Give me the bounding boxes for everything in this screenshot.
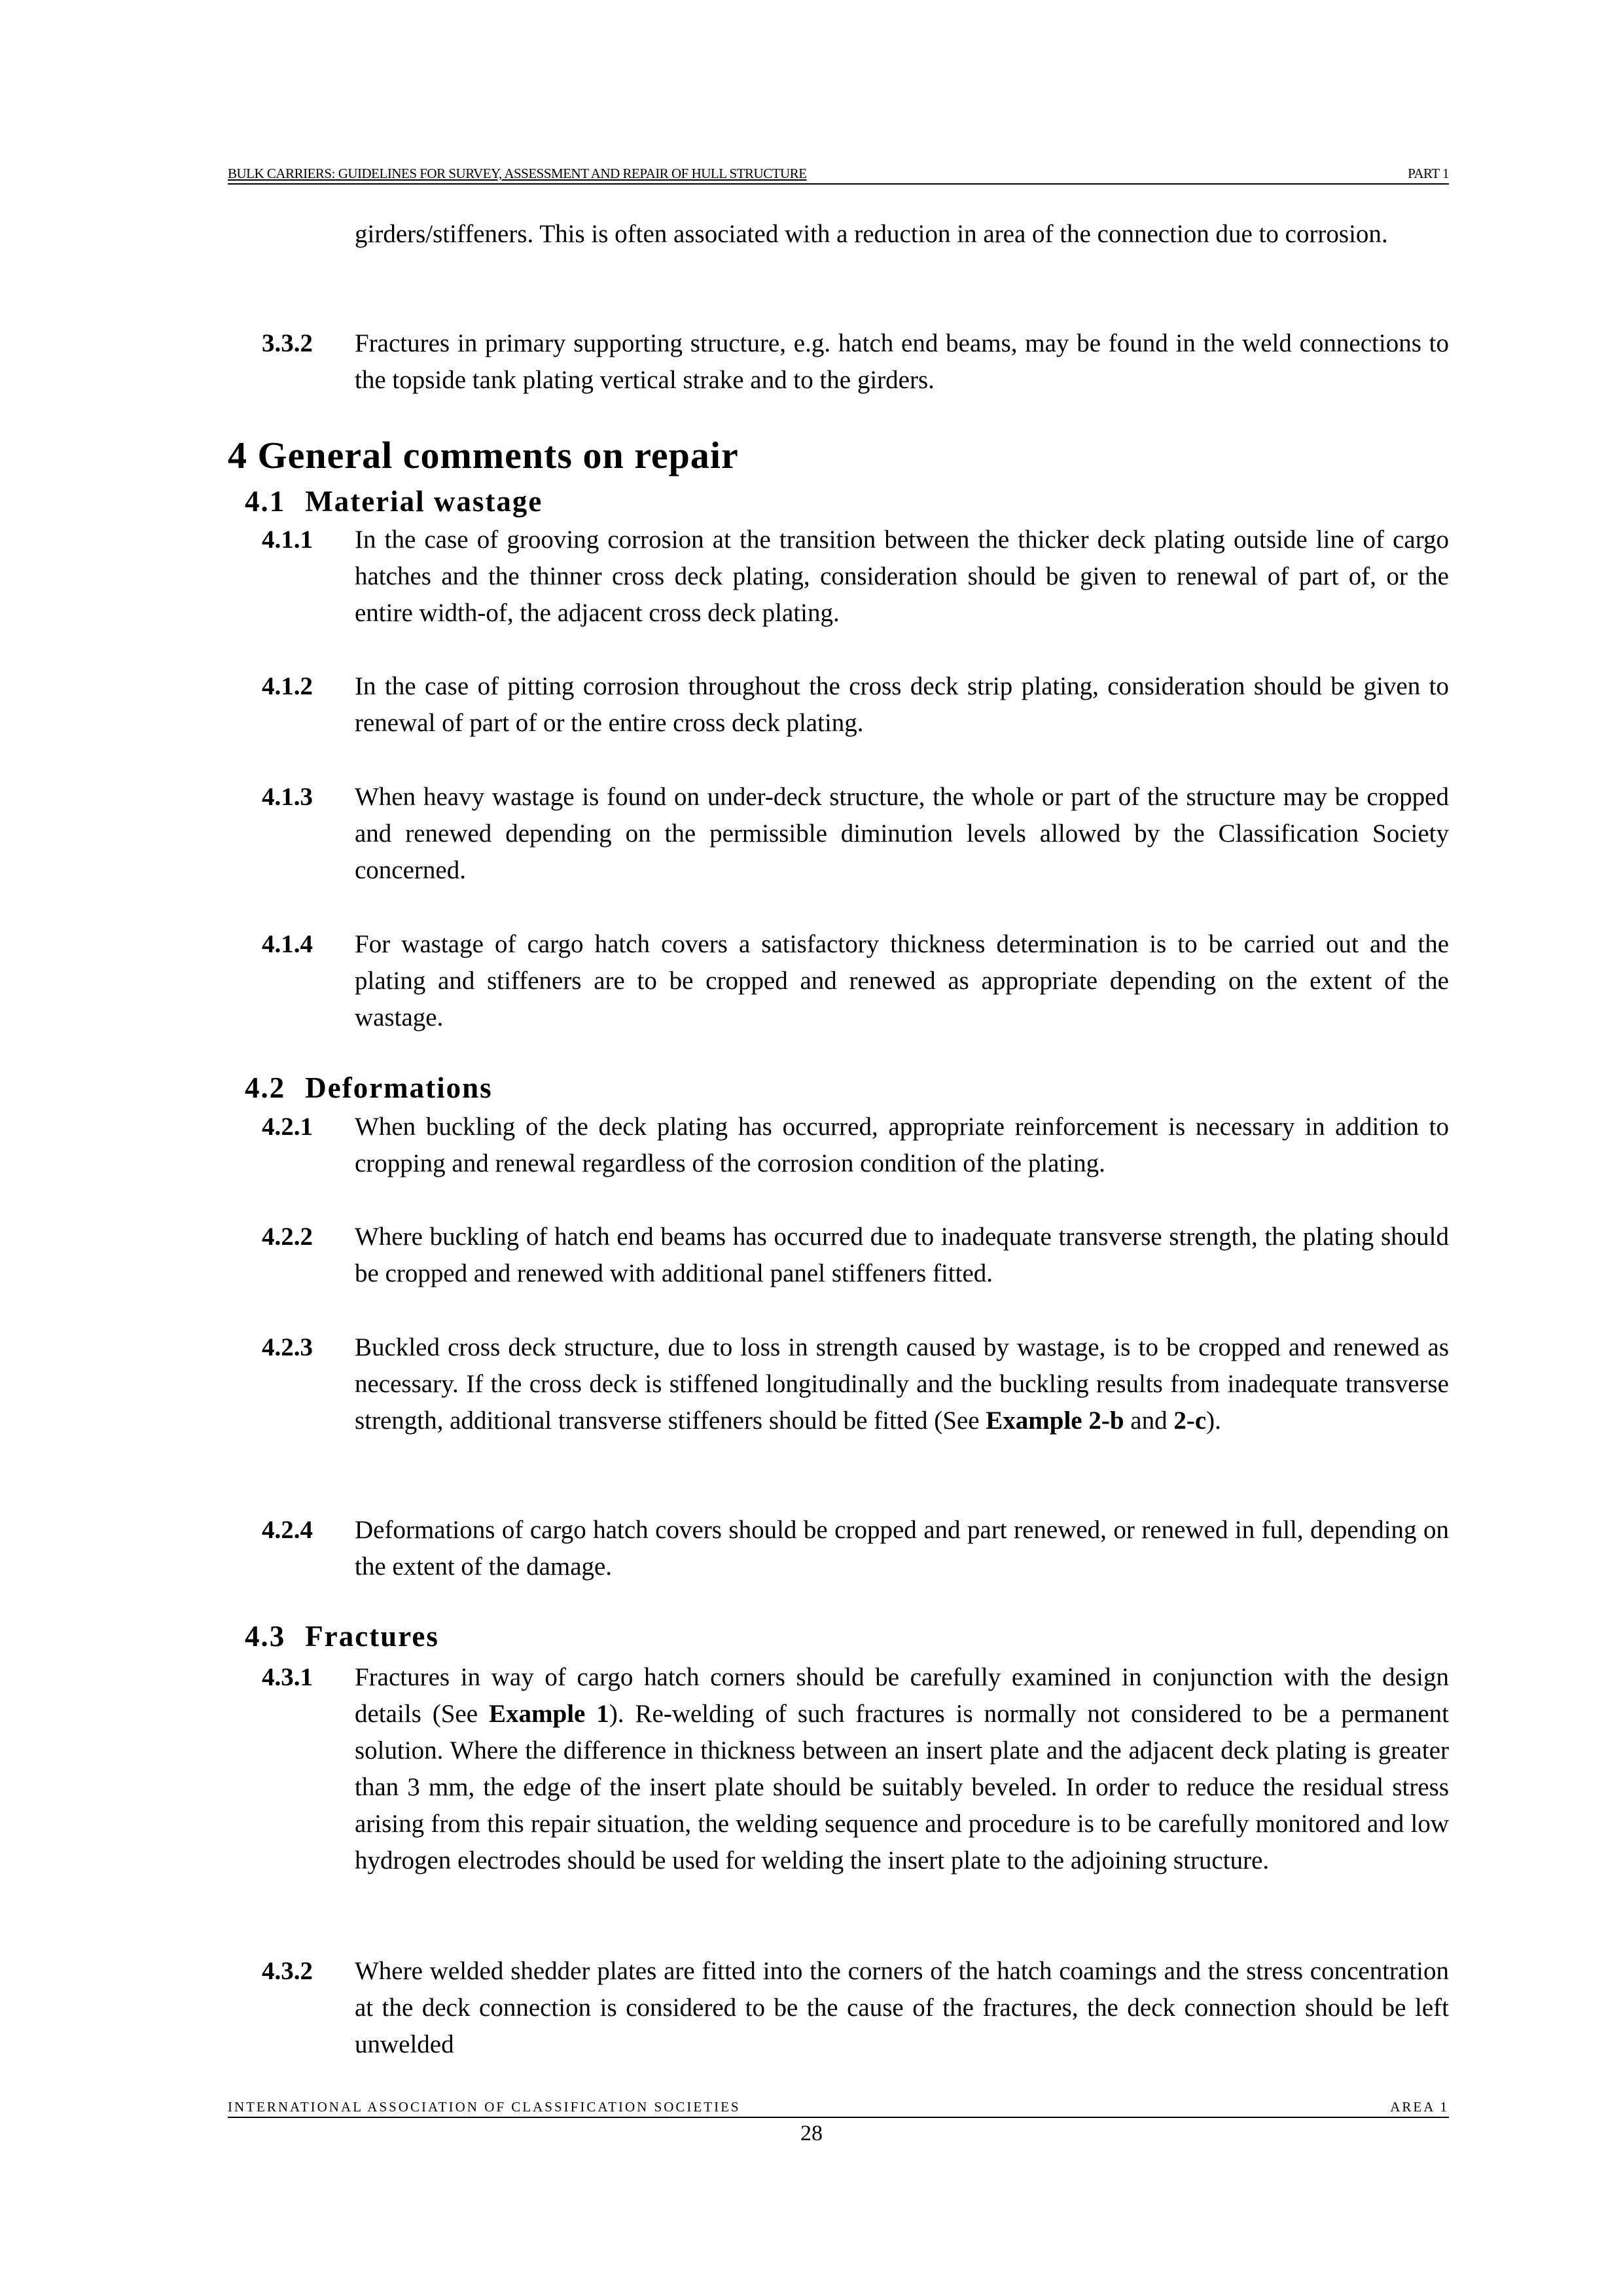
example-reference: Example 1	[489, 1700, 609, 1728]
subsection-heading-4-3	[245, 1619, 439, 1653]
paragraph-text: When heavy wastage is found on under-deck structure, the whole or part of the structure may be cropped and renewed depending on the permissible diminution levels allowed by the Classification Society concerned.	[355, 783, 1449, 884]
text-run: and	[1124, 1407, 1174, 1435]
subsection-number: 4.2	[245, 1071, 286, 1104]
paragraph-4-2-1	[262, 1109, 1449, 1182]
paragraph-number: 4.1.4	[262, 930, 313, 958]
paragraph-number: 4.2.2	[262, 1223, 313, 1251]
text-run: ). Re-welding of such fractures is normally not considered to be a permanent solution. Where the difference in thickness between an insert plate and the adjacent deck plating is greater than 3 mm, the edge of the insert plate should be suitably beveled. In order to reduce the residual stress arising from this repair situation, the welding sequence and procedure is to be carefully monitored and low hydrogen electrodes should be used for welding the insert plate to the adjoining structure.	[355, 1700, 1449, 1874]
paragraph-text	[355, 1659, 1449, 1879]
paragraph-4-2-3	[262, 1329, 1449, 1439]
example-reference: Example 2-b	[986, 1407, 1124, 1435]
paragraph-number: 3.3.2	[262, 329, 313, 357]
area-label: AREA 1	[1390, 2099, 1449, 2115]
paragraph-4-1-2	[262, 668, 1449, 742]
paragraph-text: Fractures in primary supporting structure, e.g. hatch end beams, may be found in the weld connections to the topside tank plating vertical strake and to the girders.	[355, 329, 1449, 394]
subsection-title: Fractures	[305, 1620, 439, 1653]
text-run: Buckled cross deck structure, due to loss in strength caused by wastage, is to be cropped and renewed as necessary. If the cross deck is stiffened longitudinally and the buckling results from inadequate transverse strength, additional transverse stiffeners should be fitted (See	[355, 1333, 1449, 1435]
example-reference: 2-c	[1173, 1407, 1207, 1435]
paragraph-text: Where welded shedder plates are fitted into the corners of the hatch coamings and the stress concentration at the deck connection is considered to be the cause of the fractures, the deck connection should be left unwelded	[355, 1957, 1449, 2058]
paragraph-number: 4.1.1	[262, 526, 313, 554]
page-number: 28	[800, 2121, 823, 2145]
subsection-title: Deformations	[305, 1071, 493, 1104]
subsection-title: Material wastage	[305, 485, 543, 518]
paragraph-4-1-3	[262, 779, 1449, 889]
subsection-number: 4.3	[245, 1620, 286, 1653]
running-header	[228, 164, 1449, 185]
section-number: 4	[228, 434, 247, 476]
paragraph-text: Where buckling of hatch end beams has occurred due to inadequate transverse strength, the plating should be cropped and renewed with additional panel stiffeners fitted.	[355, 1223, 1449, 1287]
subsection-heading-4-2	[245, 1071, 493, 1105]
paragraph-4-3-2	[262, 1953, 1449, 2063]
paragraph-text: When buckling of the deck plating has occurred, appropriate reinforcement is necessary in addition to cropping and renewal regardless of the corrosion condition of the plating.	[355, 1113, 1449, 1177]
paragraph-4-1-1	[262, 522, 1449, 632]
paragraph-text: For wastage of cargo hatch covers a satisfactory thickness determination is to be carried out and the plating and stiffeners are to be cropped and renewed as appropriate depending on the extent of the wastage.	[355, 930, 1449, 1031]
paragraph-4-3-1	[262, 1659, 1449, 1879]
paragraph-number: 4.1.3	[262, 783, 313, 811]
paragraph-number: 4.3.2	[262, 1957, 313, 1985]
organization-name: INTERNATIONAL ASSOCIATION OF CLASSIFICATION SOCIETIES	[228, 2099, 741, 2115]
paragraph-number: 4.1.2	[262, 672, 313, 700]
text-run: Fractures in way of cargo hatch corners should be carefully examined in conjunction with the design details (See	[355, 1663, 1449, 1728]
paragraph-number: 4.3.1	[262, 1663, 313, 1691]
paragraph-number: 4.2.1	[262, 1113, 313, 1141]
paragraph-text	[355, 1329, 1449, 1439]
paragraph-number: 4.2.3	[262, 1333, 313, 1361]
text-run: ).	[1206, 1407, 1221, 1435]
paragraph-number: 4.2.4	[262, 1516, 313, 1544]
paragraph-4-2-2	[262, 1219, 1449, 1292]
paragraph-text: In the case of pitting corrosion throughout the cross deck strip plating, consideration should be given to renewal of part of or the entire cross deck plating.	[355, 672, 1449, 737]
part-label: PART 1	[1408, 166, 1449, 181]
section-heading-4	[228, 433, 739, 477]
running-footer	[228, 2097, 1449, 2118]
paragraph-text: Deformations of cargo hatch covers should be cropped and part renewed, or renewed in full, depending on the extent of the damage.	[355, 1516, 1449, 1581]
document-title: BULK CARRIERS: GUIDELINES FOR SURVEY, ASSESSMENT AND REPAIR OF HULL STRUCTURE	[228, 166, 807, 181]
paragraph-3-3-2	[262, 325, 1449, 399]
paragraph-text: In the case of grooving corrosion at the transition between the thicker deck plating outside line of cargo hatches and the thinner cross deck plating, consideration should be given to renewal of part of, or the entire width-of, the adjacent cross deck plating.	[355, 526, 1449, 627]
section-title: General comments on repair	[257, 434, 739, 476]
paragraph-text: girders/stiffeners. This is often associated with a reduction in area of the connection due to corrosion.	[355, 220, 1388, 248]
continued-paragraph	[355, 216, 1449, 253]
subsection-number: 4.1	[245, 485, 286, 518]
paragraph-4-1-4	[262, 926, 1449, 1036]
paragraph-4-2-4	[262, 1512, 1449, 1585]
subsection-heading-4-1	[245, 484, 543, 518]
